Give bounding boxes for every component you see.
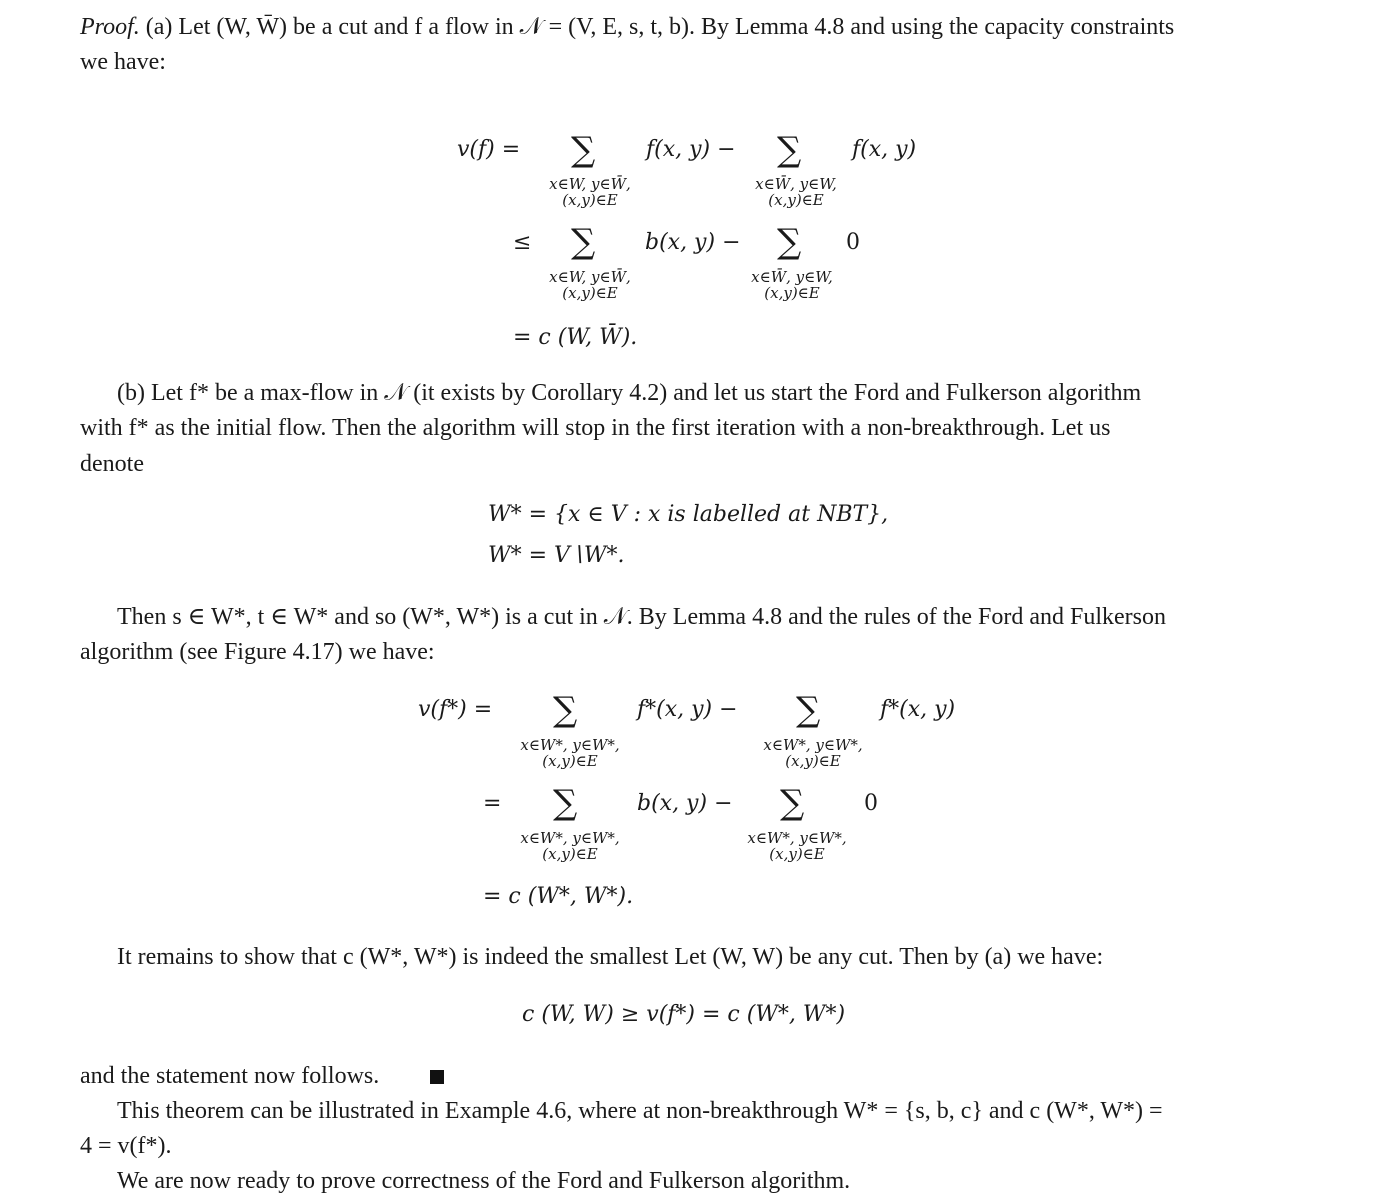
paragraph-c-line2: algorithm (see Figure 4.17) we have: [80,639,435,665]
eq1-relation-le: ≤ [513,230,532,255]
eq1-term1: f(x, y) − [646,137,736,162]
paragraph-e: and the statement now follows. [80,1063,380,1089]
eq2-sum-1: ∑ [553,690,578,730]
eq1-sub1 [520,176,660,208]
paragraph-f-line1: This theorem can be illustrated in Example 4.6, where at non-breakthrough W* = {s, b, c} and c (W*, W*) = [117,1098,1163,1124]
proof-paragraph-a-line1 [80,12,1302,42]
eq1-final: = c (W, W̄). [513,325,638,350]
eq1-sub3-line2: (x,y)∈E [562,284,618,302]
proof-paragraph-a-line2: we have: [80,49,166,75]
eq1-sub4-line1: x∈W̄, y∈W, [751,268,833,286]
qed-square-icon [430,1070,444,1084]
eq1-lhs: v(f) = [457,137,521,162]
eq1-sum-3: ∑ [571,222,596,262]
paragraph-d: It remains to show that c (W*, W*) is indeed the smallest Let (W, W) be any cut. Then by (a) we have: [117,944,1104,970]
eq2-sub2-line2: (x,y)∈E [785,752,841,770]
eq2-sum-4: ∑ [780,783,805,823]
eq2-sub3 [495,830,645,862]
eq1-sum-2: ∑ [777,130,802,170]
eq1-sub1-line1: x∈W, y∈W̄, [549,175,631,193]
eq2-term3: b(x, y) − [637,791,733,816]
eq2-sub4-line2: (x,y)∈E [769,845,825,863]
eq2-sub1 [495,737,645,769]
eq2-sub4 [722,830,872,862]
inequality-display: c (W, W) ≥ v(f*) = c (W*, W*) [522,1002,846,1027]
eq2-sub3-line2: (x,y)∈E [542,845,598,863]
eq1-sum-4: ∑ [777,222,802,262]
eq2-sub4-line1: x∈W*, y∈W*, [747,829,847,847]
eq1-sub3 [520,269,660,301]
eq1-sub3-line1: x∈W, y∈W̄, [549,268,631,286]
proof-paragraph-a-text: (a) Let (W, W̄) be a cut and f a flow in 𝒩 = (V, E, s, t, b). By Lemma 4.8 and using the capacity constraints [139,14,1175,40]
eq1-sub1-line2: (x,y)∈E [562,191,618,209]
paragraph-b-line1: (b) Let f* be a max-flow in 𝒩 (it exists by Corollary 4.2) and let us start the Ford and Fulkerson algorithm [117,380,1142,406]
eq2-sub1-line2: (x,y)∈E [542,752,598,770]
eq1-sub2-line2: (x,y)∈E [768,191,824,209]
paragraph-b-line3: denote [80,451,144,477]
eq2-relation-eq: = [483,791,502,816]
eq2-sub2 [738,737,888,769]
paragraph-b-line2: with f* as the initial flow. Then the algorithm will stop in the first iteration with a non-breakthrough. Let us [80,415,1111,441]
eq1-sub4-line2: (x,y)∈E [764,284,820,302]
eq2-sub1-line1: x∈W*, y∈W*, [520,736,620,754]
paragraph-c-line1: Then s ∈ W*, t ∈ W* and so (W*, W*) is a cut in 𝒩. By Lemma 4.8 and the rules of the Ford and Fulkerson [117,604,1167,630]
paragraph-g: We are now ready to prove correctness of the Ford and Fulkerson algorithm. [117,1168,851,1194]
eq2-term1: f*(x, y) − [637,697,738,722]
eq1-term2: f(x, y) [852,137,917,162]
eq2-lhs: v(f*) = [418,697,493,722]
eq2-sub3-line1: x∈W*, y∈W*, [520,829,620,847]
eq2-sub2-line1: x∈W*, y∈W*, [763,736,863,754]
definition-w-star: W* = {x ∈ V : x is labelled at NBT}, [488,502,889,527]
eq1-sub4 [722,269,862,301]
proof-label: Proof. [80,14,140,40]
eq2-final: = c (W*, W*). [483,884,634,909]
eq2-sum-3: ∑ [553,783,578,823]
paragraph-f-line2: 4 = v(f*). [80,1133,172,1159]
eq2-sum-2: ∑ [796,690,821,730]
eq1-term4: 0 [846,230,860,255]
eq2-term4: 0 [864,791,878,816]
eq1-sub2-line1: x∈W̄, y∈W, [755,175,837,193]
eq1-sum-1: ∑ [571,130,596,170]
eq2-term2: f*(x, y) [880,697,956,722]
eq1-sub2 [726,176,866,208]
eq1-term3: b(x, y) − [645,230,741,255]
definition-w-star-complement: W* = V∖W*. [488,543,625,568]
